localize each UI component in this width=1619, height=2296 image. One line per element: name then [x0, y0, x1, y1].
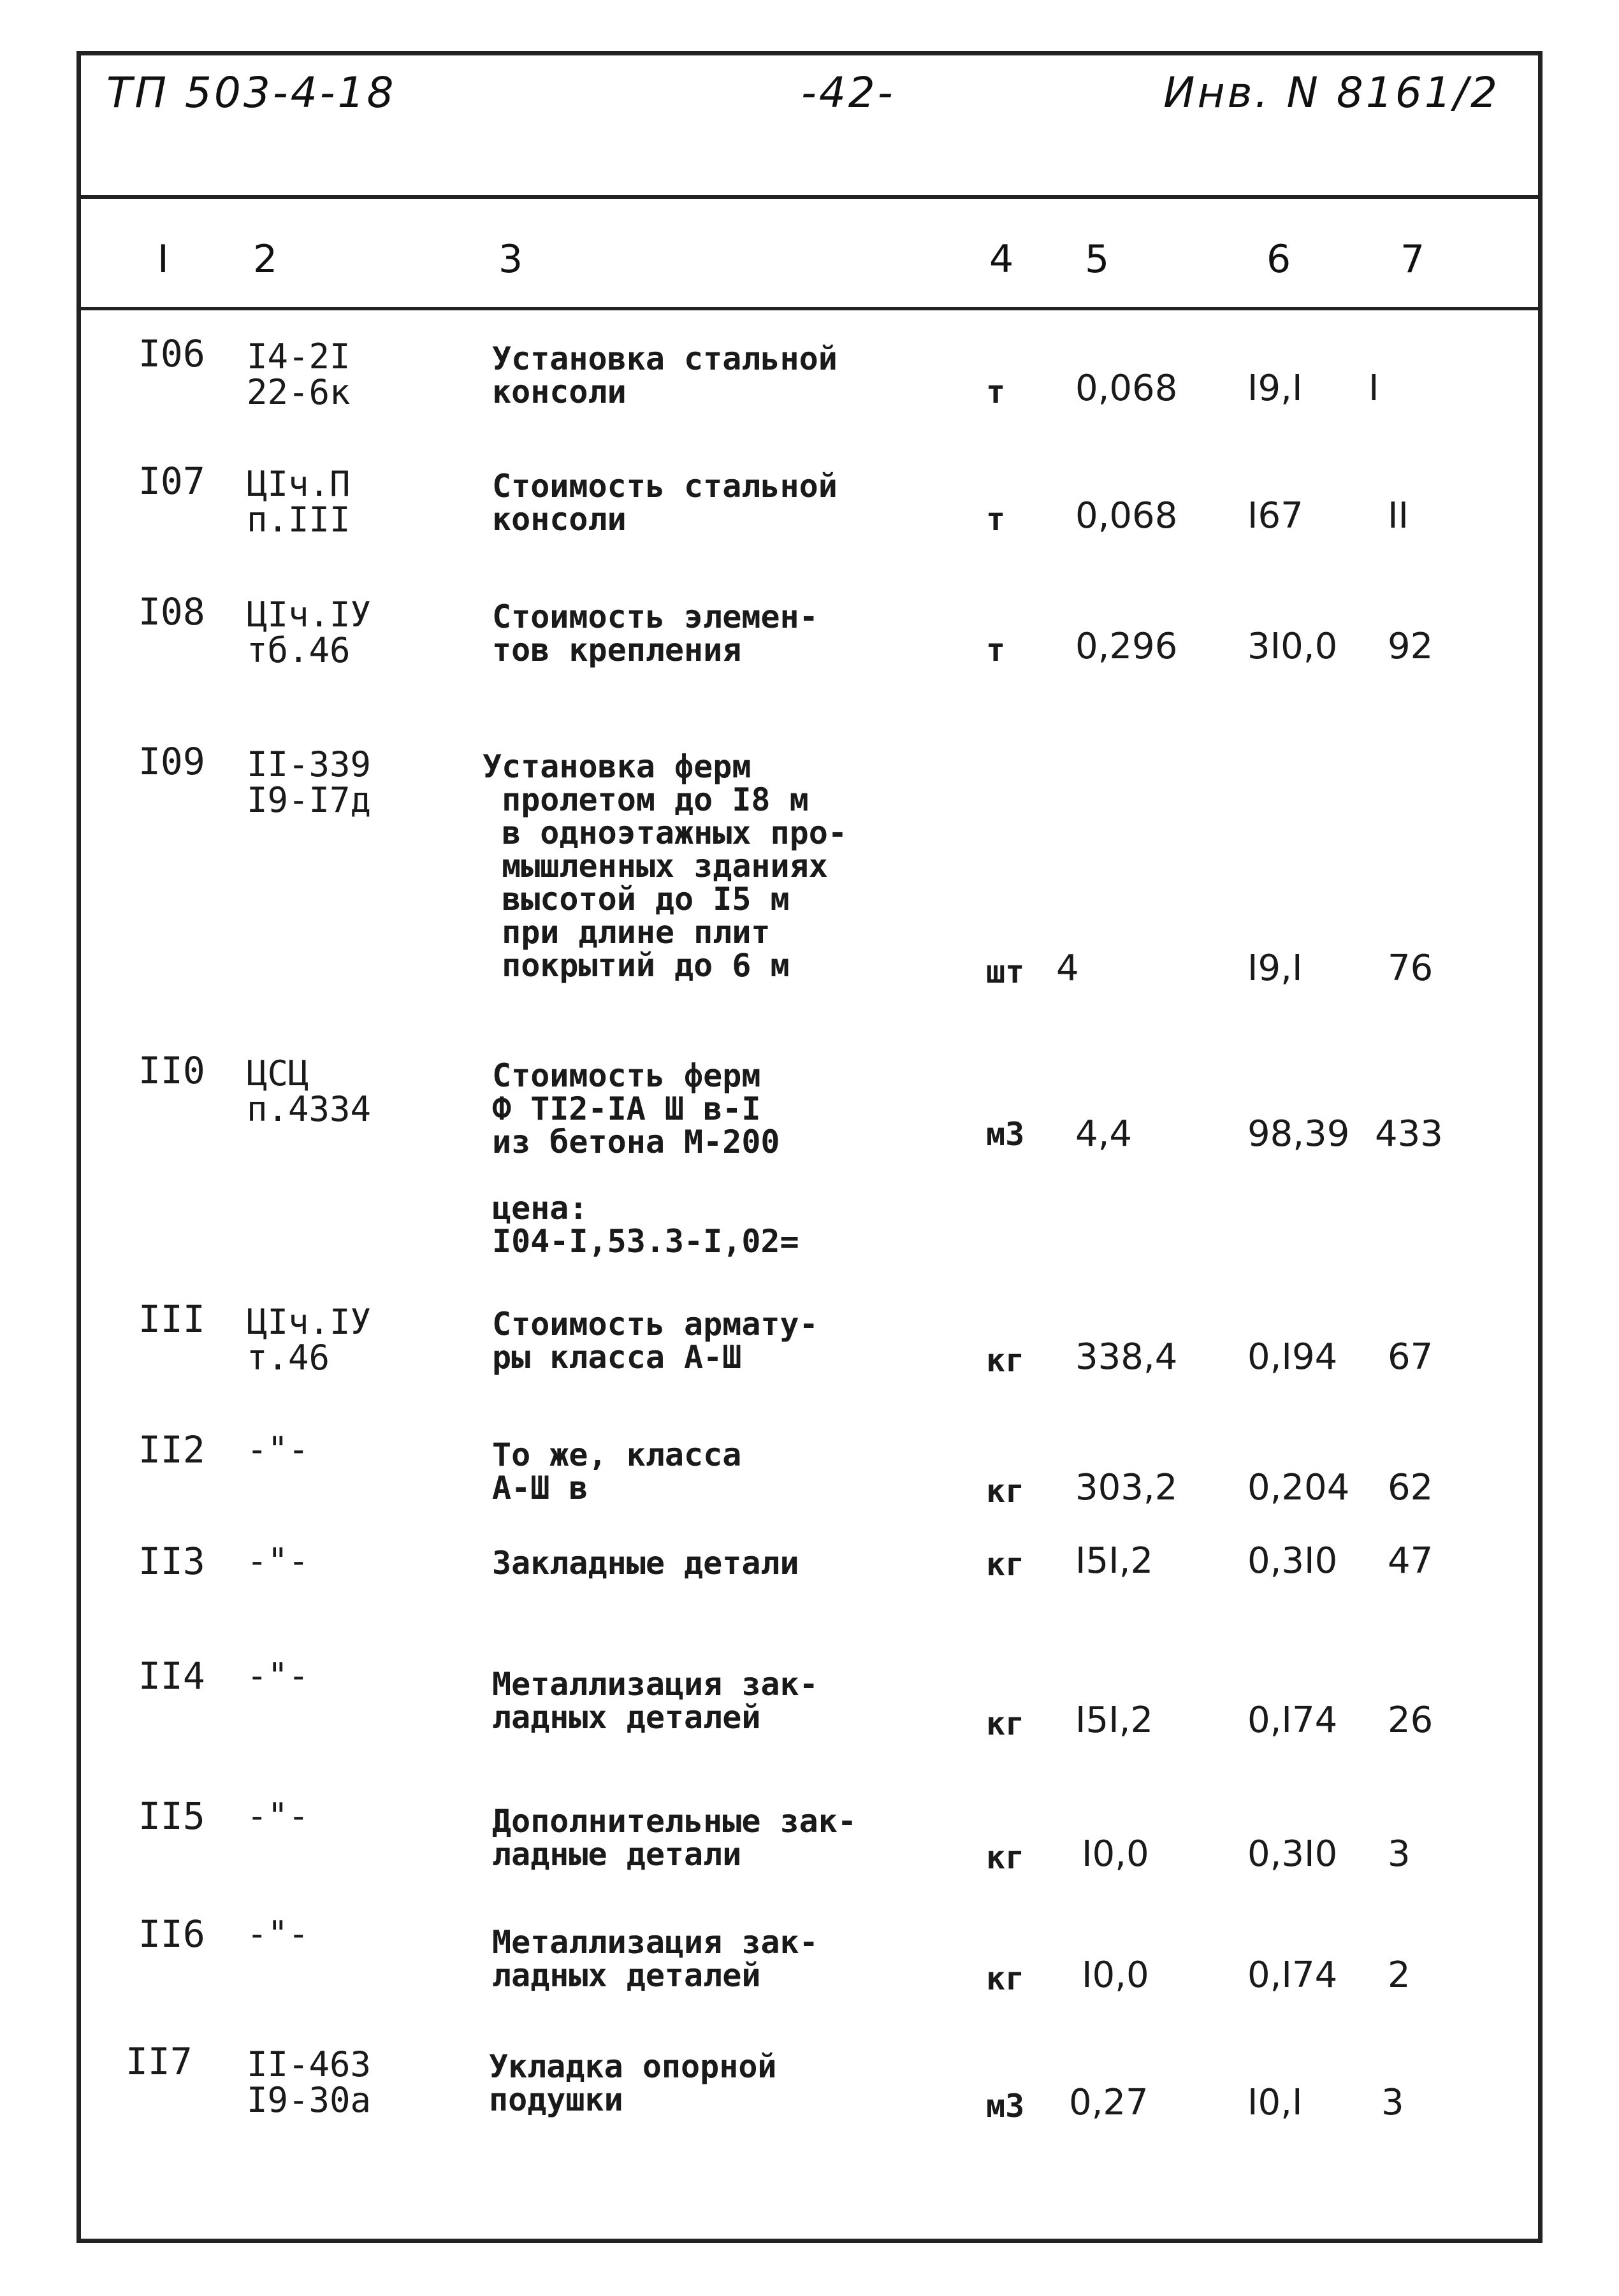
unit-price: I67 — [1247, 495, 1303, 537]
quantity: 0,296 — [1075, 626, 1178, 667]
norm-code: ЦIч.IУ тб.46 — [247, 595, 372, 670]
item-number: I09 — [138, 740, 205, 783]
work-description: Дополнительные зак- ладные детали — [492, 1803, 857, 1873]
total-cost: 67 — [1388, 1336, 1434, 1378]
item-number: III — [138, 1297, 205, 1341]
total-cost: 433 — [1375, 1113, 1443, 1155]
unit-price: I9,I — [1247, 948, 1303, 989]
item-number: II3 — [138, 1540, 205, 1583]
work-description: Установка стальной консоли — [492, 340, 838, 410]
unit-price: 0,I74 — [1247, 1700, 1338, 1741]
unit: кг — [986, 1960, 1025, 1997]
unit: кг — [986, 1839, 1025, 1876]
item-number: I07 — [138, 459, 205, 503]
work-description: Металлизация зак- ладных деталей — [492, 1666, 818, 1736]
unit-price: 0,204 — [1247, 1467, 1350, 1508]
quantity: 338,4 — [1075, 1336, 1178, 1378]
column-number: I — [157, 237, 169, 282]
quantity: I5I,2 — [1075, 1540, 1154, 1582]
unit: т — [986, 373, 1006, 410]
column-number-row — [81, 199, 1538, 310]
unit-price: 0,3I0 — [1247, 1833, 1338, 1875]
work-description: Закладные детали — [492, 1545, 799, 1582]
work-description: Стоимость армату- ры класса А-Ш — [492, 1306, 818, 1376]
total-cost: 26 — [1388, 1700, 1434, 1741]
unit-price: 0,I94 — [1247, 1336, 1338, 1378]
unit: кг — [986, 1705, 1025, 1742]
unit: кг — [986, 1342, 1025, 1379]
quantity: 4,4 — [1075, 1113, 1133, 1155]
quantity: 0,068 — [1075, 368, 1178, 409]
unit-price: 3I0,0 — [1247, 626, 1338, 667]
unit-price: 98,39 — [1247, 1113, 1350, 1155]
column-number: 4 — [989, 237, 1014, 282]
unit: кг — [986, 1473, 1025, 1510]
item-number: II7 — [126, 2040, 192, 2083]
work-description: Стоимость элемен- тов крепления — [492, 598, 818, 668]
norm-code: -"- — [247, 1656, 309, 1696]
item-number: I06 — [138, 332, 205, 375]
estimate-table — [81, 310, 1538, 2241]
work-description: Установка ферм пролетом до I8 м в одноэтажных про- мышленных зданиях высотой до I5 м при длине плит покрытий до 6 м — [483, 748, 847, 984]
item-number: II0 — [138, 1049, 205, 1092]
norm-code: -"- — [247, 1914, 309, 1954]
document-header — [81, 55, 1538, 199]
item-number: II6 — [138, 1912, 205, 1956]
page-number: -42- — [801, 68, 896, 117]
column-number: 3 — [498, 237, 523, 282]
norm-code: -"- — [247, 1541, 309, 1581]
norm-code: ЦIч.П п.III — [247, 464, 351, 540]
unit: м3 — [986, 1116, 1025, 1153]
unit: м3 — [986, 2088, 1025, 2125]
unit: т — [986, 632, 1006, 668]
document-frame — [76, 51, 1543, 2243]
quantity: 0,27 — [1069, 2082, 1149, 2123]
norm-code: ЦСЦ п.4334 — [247, 1053, 372, 1129]
item-number: II5 — [138, 1794, 205, 1838]
unit-price: I9,I — [1247, 368, 1303, 409]
item-number: II4 — [138, 1654, 205, 1698]
inventory-number: Инв. N 8161/2 — [1163, 68, 1500, 117]
project-code: ТП 503-4-18 — [106, 68, 396, 117]
item-number: I08 — [138, 590, 205, 633]
quantity: 4 — [1056, 948, 1079, 989]
total-cost: 3 — [1381, 2082, 1404, 2123]
quantity: I0,0 — [1082, 1954, 1149, 1996]
column-number: 2 — [253, 237, 278, 282]
work-description: Металлизация зак- ладных деталей — [492, 1924, 818, 1994]
work-description: Стоимость стальной консоли — [492, 468, 838, 538]
unit-price: I0,I — [1247, 2082, 1303, 2123]
unit-price: 0,I74 — [1247, 1954, 1338, 1996]
unit: кг — [986, 1546, 1025, 1583]
norm-code: -"- — [247, 1796, 309, 1836]
total-cost: I — [1369, 368, 1379, 409]
work-description: Стоимость ферм Ф ТI2-IА Ш в-I из бетона М-200 цена: I04-I,53.3-I,02= — [492, 1057, 799, 1260]
total-cost: 2 — [1388, 1954, 1411, 1996]
norm-code: ЦIч.IУ т.46 — [247, 1302, 372, 1378]
norm-code: -"- — [247, 1429, 309, 1469]
work-description: То же, класса А-Ш в — [492, 1436, 742, 1506]
unit: шт — [986, 953, 1025, 990]
quantity: I0,0 — [1082, 1833, 1149, 1875]
norm-code: II-339 I9-I7д — [247, 744, 372, 820]
quantity: 0,068 — [1075, 495, 1178, 537]
item-number: II2 — [138, 1428, 205, 1471]
norm-code: I4-2I 22-6к — [247, 336, 351, 412]
total-cost: II — [1388, 495, 1409, 537]
quantity: 303,2 — [1075, 1467, 1178, 1508]
total-cost: 47 — [1388, 1540, 1434, 1582]
norm-code: II-463 I9-30а — [247, 2044, 372, 2120]
total-cost: 76 — [1388, 948, 1434, 989]
total-cost: 3 — [1388, 1833, 1411, 1875]
unit-price: 0,3I0 — [1247, 1540, 1338, 1582]
total-cost: 92 — [1388, 626, 1434, 667]
column-number: 6 — [1267, 237, 1291, 282]
unit: т — [986, 501, 1006, 538]
column-number: 7 — [1400, 237, 1425, 282]
total-cost: 62 — [1388, 1467, 1434, 1508]
quantity: I5I,2 — [1075, 1700, 1154, 1741]
work-description: Укладка опорной подушки — [489, 2048, 777, 2118]
column-number: 5 — [1085, 237, 1110, 282]
